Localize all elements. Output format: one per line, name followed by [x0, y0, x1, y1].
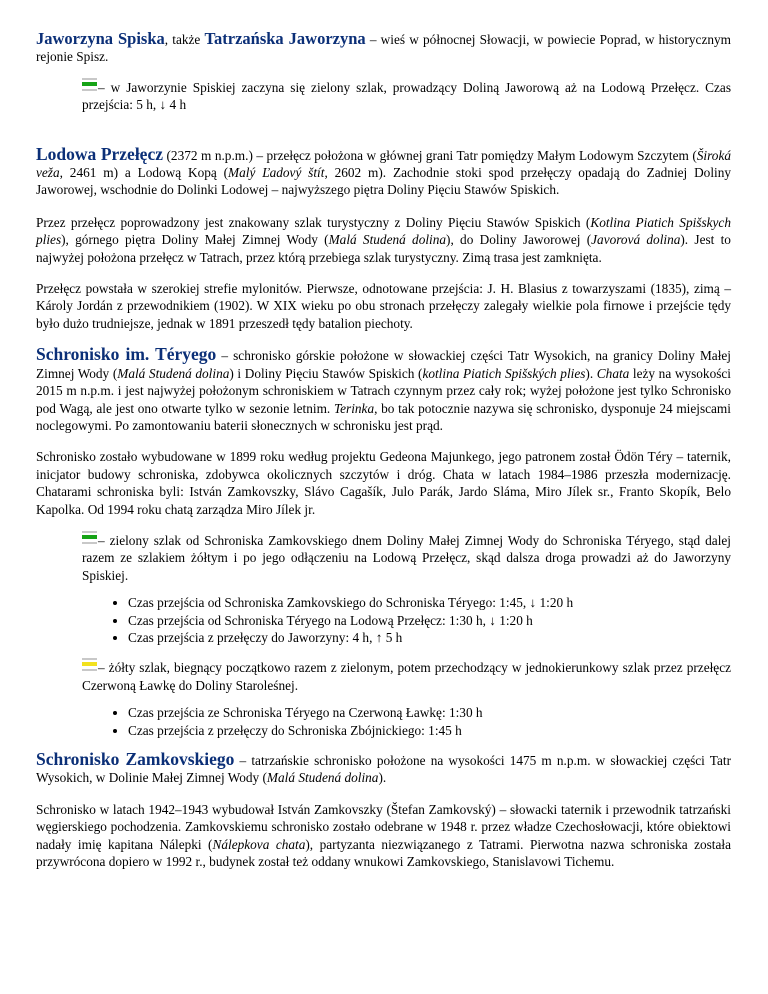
- list-item: • Czas przejścia ze Schroniska Téryego na Czerwoną Ławkę: 1:30 h: [128, 704, 731, 721]
- italic-run: Nálepkova chata: [212, 836, 306, 852]
- jaworzyna-paragraph: [36, 30, 731, 66]
- lodowa-paragraph-3: Przełęcz powstała w szerokiej strefie mylonitów. Pierwsze, odnotowane przejścia: J. H. Blasius z towarzyszami (1835), zimą – Károly Jordán z przewodnikiem (1902). W XIX wieku po obu stronach przełęczy zalegały wielkie pola firnowe i przejście tędy było dużo trudniejsze, jednak w 1891 przeszedł tędy batalion piechoty.: [36, 281, 731, 331]
- jaworzyna-title: Jaworzyna Spiska: [36, 29, 165, 48]
- jaworzyna-desc: – wieś w północnej Słowacji, w powiecie Poprad, w historycznym rejonie Spisz.: [36, 32, 731, 65]
- zamkovsky-title: Schronisko Zamkovskiego: [36, 749, 235, 769]
- green-trail-icon: [82, 78, 97, 91]
- jaworzyna-trail-text: – w Jaworzynie Spiskiej zaczyna się zielony szlak, prowadzący Doliną Jaworową aż na Lodową Przełęcz. Czas przejścia: 5 h, ↓ 4 h: [82, 79, 731, 113]
- tery-paragraph-1: [36, 346, 731, 434]
- lodowa-paragraph-2: [36, 214, 731, 266]
- green-trail-times-list: [36, 594, 731, 646]
- yellow-trail-icon: [82, 658, 97, 671]
- text-run: , 2602 m). Zachodnie stoki spod przełęczy opadają do Zadniej Doliny Jaworowej, wschodnie do Dolinki Lodowej – najwyższego piętra Doliny Pięciu Stawów Spiskich.: [36, 165, 732, 198]
- list-item: • Czas przejścia z przełęczy do Jaworzyny: 4 h, ↑ 5 h: [128, 629, 731, 646]
- italic-run: Malá Studená dolina: [117, 365, 230, 381]
- text-run: ), górnego piętra Doliny Małej Zimnej Wody (: [61, 232, 329, 248]
- text-run: – tatrzańskie schronisko położone na wysokości 1475 m n.p.m. w słowackiej części Tatr Wysokich, w Dolinie Małej Zimnej Wody (: [36, 753, 731, 786]
- text-run: Schronisko w latach 1942–1943 wybudował István Zamkovszky (Štefan Zamkovský) – słowacki taternik i przewodnik tatrzański węgierskiego pochodzenia. Zamkovskiemu schronisko zostało odebrane w 1948 r. przez władze Czechosłowacji, które obiektowi nadały imię kapitana Nálepki (: [36, 801, 731, 852]
- text-run: ). Jest to najwyżej położona przełęcz w Tatrach, przez którą przebiega szlak turystyczny. Zimą trasa jest zamknięta.: [36, 232, 731, 265]
- italic-run: kotlina Piatich Spišských plies: [422, 365, 586, 381]
- text-run: leży na wysokości 2015 m n.p.m. i jest najwyżej położonym schroniskiem w Tatrach czynnym przez cały rok; wyżej położone jest tylko Schronisko pod Wagą, ale jest ono otwarte tylko w sezonie letnim.: [36, 365, 731, 416]
- jaworzyna-conj: , także: [164, 32, 205, 47]
- text-run: ), partyzanta niezwiązanego z Tatrami. Pierwotna nazwa schroniska została przywrócona dopiero w 1992 r., budynek został też oddany wnukowi Zamkovskiego, Stanislavowi Tichemu.: [36, 836, 732, 870]
- lodowa-paragraph-1: [36, 143, 732, 199]
- text-run: Przez przełęcz poprowadzony jest znakowany szlak turystyczny z Doliny Pięciu Stawów Spiskich (: [36, 214, 591, 230]
- italic-run: Malá Studená dolina: [328, 232, 447, 248]
- green-trail-icon: [82, 531, 97, 544]
- tery-title: Schronisko im. Téryego: [36, 344, 217, 365]
- text-run: – schronisko górskie położone w słowackiej części Tatr Wysokich, na granicy Doliny Małej Zimnej Wody (: [36, 348, 731, 381]
- jaworzyna-alt-title: Tatrzańska Jaworzyna: [204, 29, 366, 48]
- tery-paragraph-2: Schronisko zostało wybudowane w 1899 roku według projektu Gedeona Majunkego, jego patronem został Ödön Téry – taternik, inicjator budowy schroniska, zdobywca okolicznych szczytów i dróg. Chata w latach 1984–1986 przeszła modernizację. Chatarami schroniska byli: István Zamkovszky, Slávo Cagašík, Julo Parák, Jardo Sláma, Miro Jílek sr., Franto Skopík, Belo Kapolka. Od 1994 roku chatą zarządza Miro Jílek jr.: [36, 449, 731, 517]
- italic-run: Javorová dolina: [591, 232, 681, 248]
- tery-yellow-trail-paragraph: [82, 658, 731, 694]
- zamkovsky-paragraph-1: [36, 751, 731, 787]
- text-run: , 2461 m) a Lodową Kopą (: [59, 165, 229, 181]
- list-item: • Czas przejścia od Schroniska Téryego na Lodową Przełęcz: 1:30 h, ↓ 1:20 h: [128, 612, 731, 629]
- zamkovsky-paragraph-2: [36, 801, 731, 871]
- list-item: • Czas przejścia od Schroniska Zamkovskiego do Schroniska Téryego: 1:45, ↓ 1:20 h: [128, 594, 731, 611]
- tery-green-trail-paragraph: [82, 531, 731, 584]
- italic-run: Malý Ľadový štít: [228, 165, 325, 181]
- text-run: ).: [585, 365, 597, 381]
- text-run: ) i Doliny Pięciu Stawów Spiskich (: [229, 365, 423, 381]
- green-trail-text: – zielony szlak od Schroniska Zamkovskiego dnem Doliny Małej Zimnej Wody do Schroniska Téryego, stąd dalej razem ze szlakiem żółtym i po jego odłączeniu na Lodową Przełęcz, skąd dalsza droga prowadzi aż do Jaworzyny Spiskiej.: [82, 532, 731, 583]
- text-run: ), do Doliny Jaworowej (: [446, 232, 592, 248]
- text-run: , bo tak potocznie nazywa się schronisko, dysponuje 24 miejscami noclegowymi. Po zamontowaniu baterii słonecznych w schronisku jest prąd.: [36, 400, 731, 433]
- italic-run: Chata: [596, 365, 630, 381]
- italic-run: Kotlina Piatich Spišskych plies: [36, 214, 731, 248]
- text-run: (2372 m n.p.m.) – przełęcz położona w głównej grani Tatr pomiędzy Małym Lodowym Szczytem (: [163, 147, 697, 163]
- list-item: • Czas przejścia z przełęczy do Schroniska Zbójnickiego: 1:45 h: [128, 722, 731, 739]
- jaworzyna-trail-paragraph: [82, 78, 731, 114]
- text-run: ).: [378, 770, 387, 786]
- italic-run: Malá Studená dolina: [266, 770, 379, 786]
- italic-run: Široká veža: [36, 147, 731, 181]
- yellow-trail-times-list: [36, 704, 731, 739]
- italic-run: Terinka: [333, 400, 375, 416]
- yellow-trail-text: – żółty szlak, biegnący początkowo razem z zielonym, potem przechodzący w jednokierunkowy szlak przez przełęcz Czerwoną Ławkę do Doliny Staroleśnej.: [82, 660, 731, 693]
- lodowa-title: Lodowa Przełęcz: [36, 143, 163, 164]
